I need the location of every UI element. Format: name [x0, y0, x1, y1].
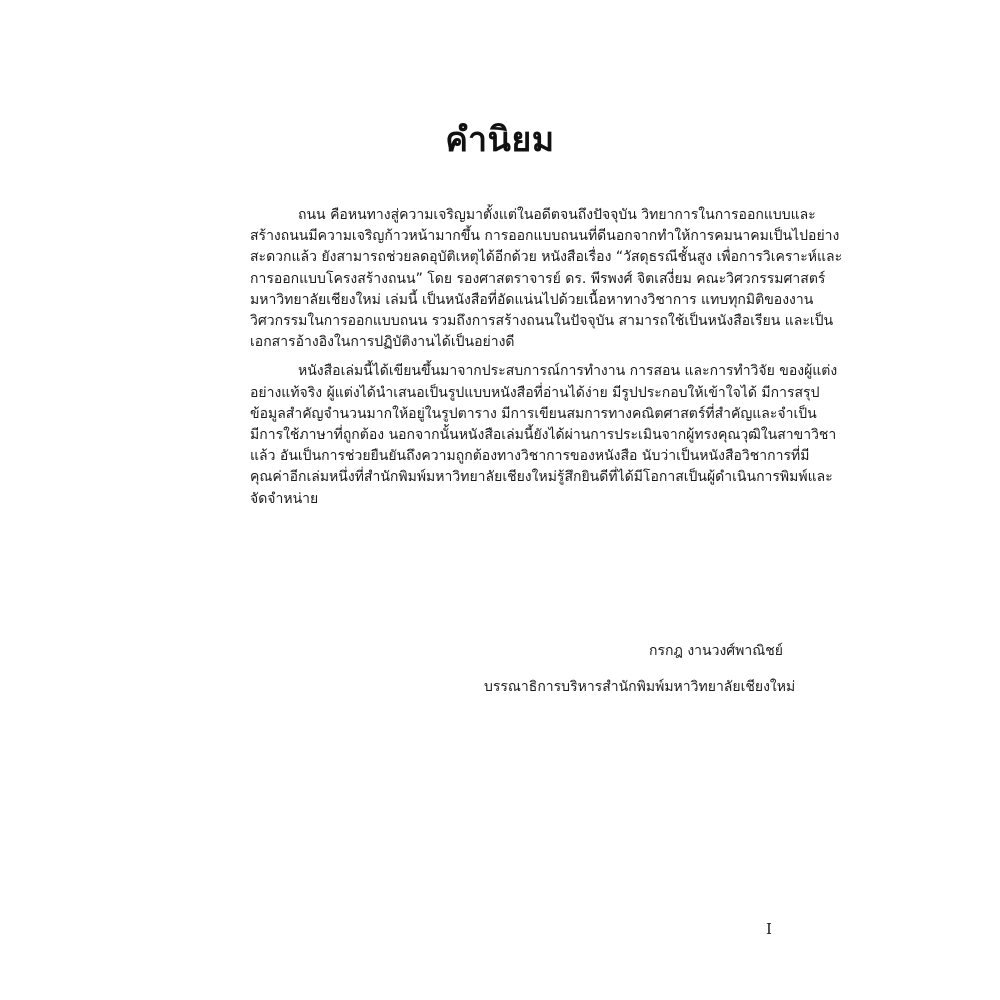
paragraph-line: การออกแบบโครงสร้างถนน” โดย รองศาสตราจารย์ ดร. พีรพงศ์ จิตเสงี่ยม คณะวิศวกรรมศาสตร์ — [250, 270, 826, 287]
paragraph-line: หนังสือเล่มนี้ได้เขียนขึ้นมาจากประสบการณ์การทำงาน การสอน และการทำวิจัย ของผู้แต่ง — [298, 363, 838, 380]
signature-block — [484, 640, 804, 698]
page-title: คำนิยม — [445, 120, 555, 160]
paragraph-line: สะดวกแล้ว ยังสามารถช่วยลดอุบัติเหตุได้อีกด้วย หนังสือเรื่อง “วัสดุธรณีชั้นสูง เพื่อการวิเคราะห์และ — [250, 249, 843, 266]
paragraph-line: ข้อมูลสำคัญจำนวนมากให้อยู่ในรูปตาราง มีการเขียนสมการทางคณิตศาสตร์ที่สำคัญและจำเป็น — [250, 405, 817, 422]
paragraph-1 — [250, 205, 843, 353]
paragraph-line: มีการใช้ภาษาที่ถูกต้อง นอกจากนั้นหนังสือเล่มนี้ยังได้ผ่านการประเมินจากผู้ทรงคุณวุฒิในสาขาวิชา — [250, 427, 837, 444]
foreword-body — [250, 205, 843, 510]
paragraph-line: ถนน คือหนทางสู่ความเจริญมาตั้งแต่ในอดีตจนถึงปัจจุบัน วิทยาการในการออกแบบและ — [298, 207, 816, 223]
signatory-role: บรรณาธิการบริหารสำนักพิมพ์มหาวิทยาลัยเชียงใหม่ — [484, 679, 796, 695]
paragraph-line: จัดจำหน่าย — [250, 490, 319, 507]
paragraph-2 — [250, 361, 838, 509]
page-number: I — [766, 920, 772, 938]
paragraph-line: มหาวิทยาลัยเชียงใหม่ เล่มนี้ เป็นหนังสือที่อัดแน่นไปด้วยเนื้อหาทางวิชาการ แทบทุกมิติของงาน — [250, 291, 814, 308]
paragraph-line: เอกสารอ้างอิงในการปฏิบัติงานได้เป็นอย่างดี — [250, 334, 515, 351]
paragraph-line: วิศวกรรมในการออกแบบถนน รวมถึงการสร้างถนนในปัจจุบัน สามารถใช้เป็นหนังสือเรียน และเป็น — [250, 313, 834, 330]
paragraph-line: แล้ว อันเป็นการช่วยยืนยันถึงความถูกต้องทางวิชาการของหนังสือ นับว่าเป็นหนังสือวิชาการที่มี — [250, 448, 810, 465]
paragraph-line: คุณค่าอีกเล่มหนึ่งที่สำนักพิมพ์มหาวิทยาลัยเชียงใหม่รู้สึกยินดีที่ได้มีโอกาสเป็นผู้ดำเนินการพิมพ์และ — [250, 469, 833, 486]
signatory-name: กรกฎ งานวงศ์พาณิชย์ — [649, 643, 783, 659]
paragraph-line: สร้างถนนมีความเจริญก้าวหน้ามากขึ้น การออกแบบถนนที่ดีนอกจากทำให้การคมนาคมเป็นไปอย่าง — [250, 228, 840, 245]
paragraph-line: อย่างแท้จริง ผู้แต่งได้นำเสนอเป็นรูปแบบหนังสือที่อ่านได้ง่าย มีรูปประกอบให้เข้าใจได้ มีการสรุป — [250, 384, 820, 401]
